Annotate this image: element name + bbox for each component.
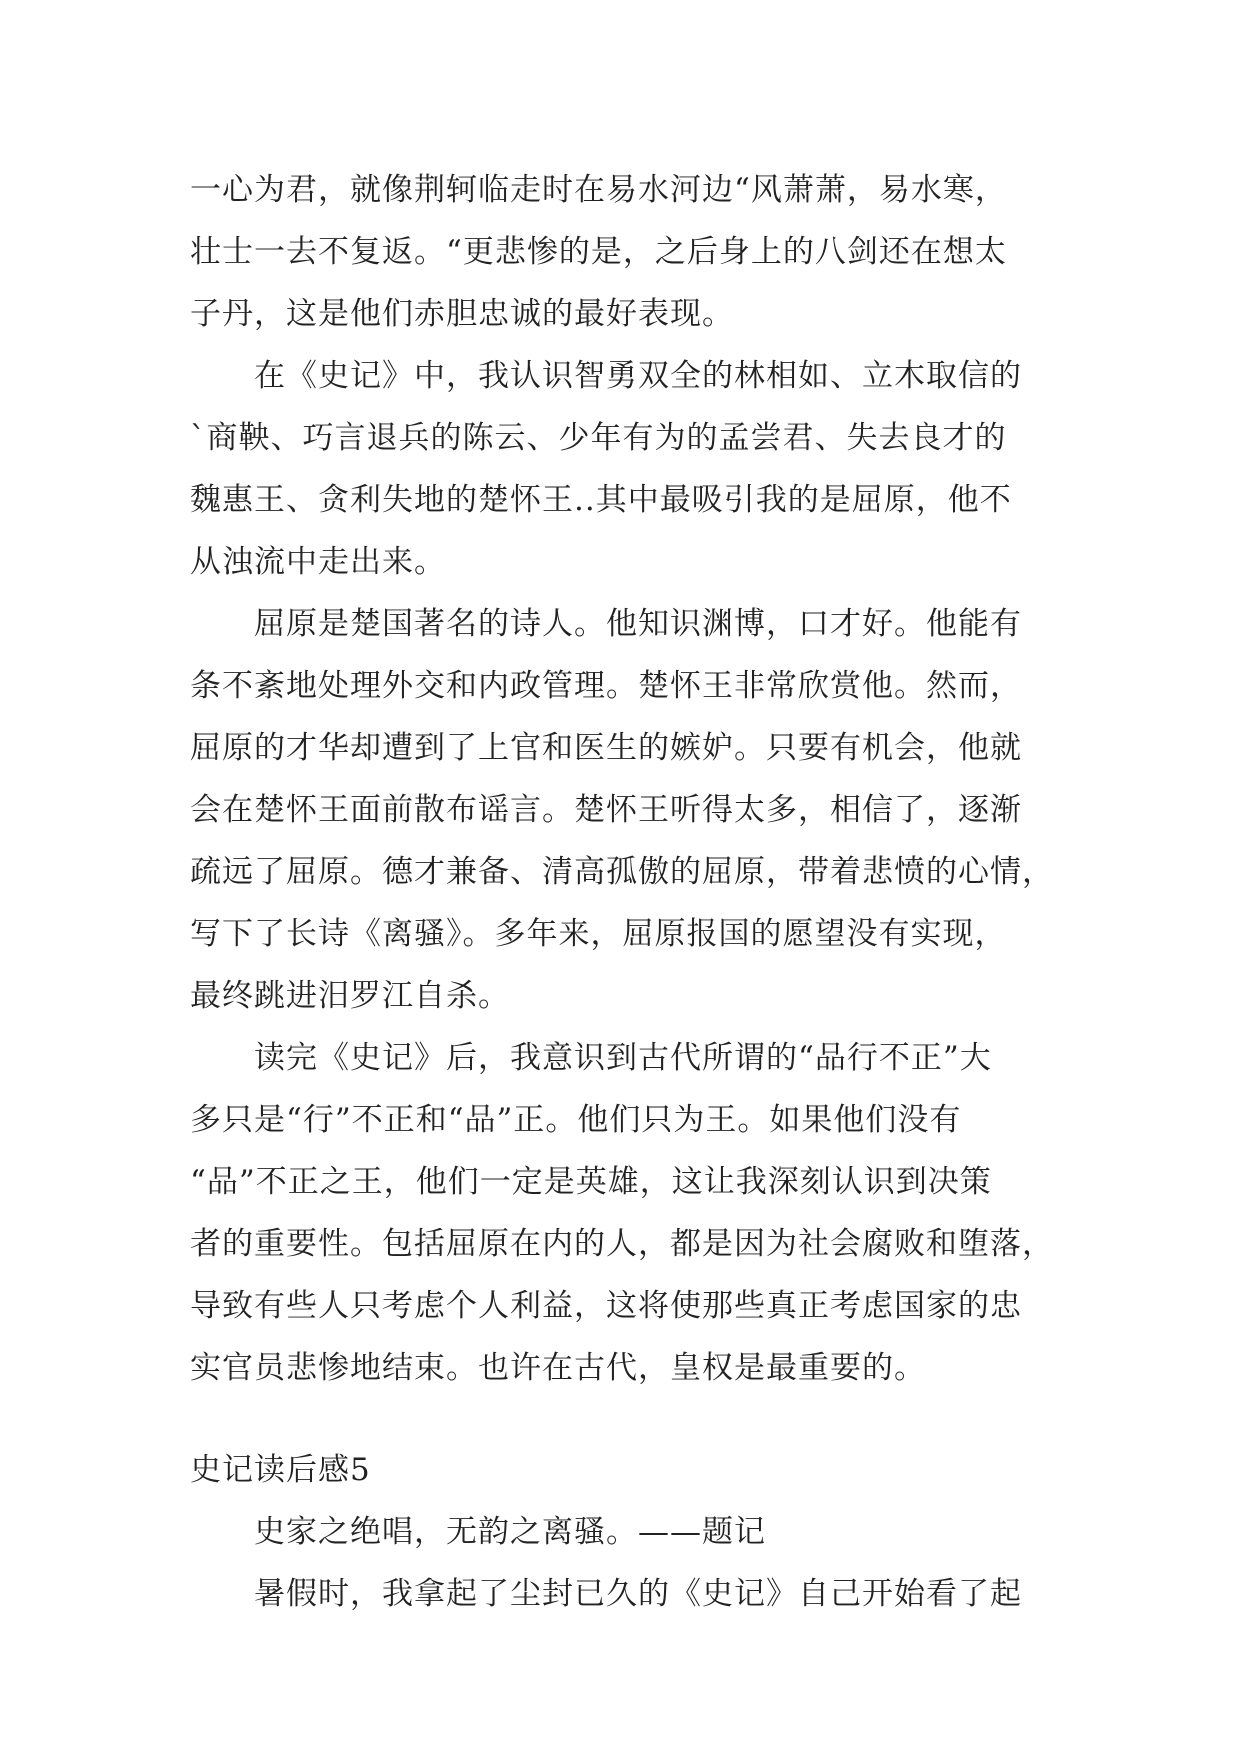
paragraph-4-line-5: 导致有些人只考虑个人利益，这将使那些真正考虑国家的忠 bbox=[190, 1288, 1022, 1324]
paragraph-4-line-3: “品”不正之王，他们一定是英雄，这让我深刻认识到决策 bbox=[190, 1164, 992, 1200]
paragraph-4-line-1: 读完《史记》后，我意识到古代所谓的“品行不正”大 bbox=[254, 1040, 992, 1076]
paragraph-3-line-5: 疏远了屈原。德才兼备、清高孤傲的屈原，带着悲愤的心情， bbox=[190, 854, 1054, 890]
paragraph-5-line-1: 暑假时，我拿起了尘封已久的《史记》自己开始看了起 bbox=[254, 1576, 1022, 1612]
paragraph-3-line-4: 会在楚怀王面前散布谣言。楚怀王听得太多，相信了，逐渐 bbox=[190, 792, 1022, 828]
section-title: 史记读后感5 bbox=[190, 1452, 371, 1488]
paragraph-4-line-4: 者的重要性。包括屈原在内的人，都是因为社会腐败和堕落， bbox=[190, 1226, 1054, 1262]
paragraph-3-line-6: 写下了长诗《离骚》。多年来，屈原报国的愿望没有实现， bbox=[190, 916, 1007, 952]
paragraph-1-line-1: 一心为君，就像荆轲临走时在易水河边“风萧萧，易水寒， bbox=[190, 172, 1007, 208]
paragraph-2-line-2: `商鞅、巧言退兵的陈云、少年有为的孟尝君、失去良才的 bbox=[190, 420, 1007, 456]
paragraph-3-line-3: 屈原的才华却遭到了上官和医生的嫉妒。只要有机会，他就 bbox=[190, 730, 1022, 766]
paragraph-1-line-3: 子丹，这是他们赤胆忠诚的最好表现。 bbox=[190, 296, 734, 332]
paragraph-2-line-1: 在《史记》中，我认识智勇双全的林相如、立木取信的 bbox=[254, 358, 1022, 394]
paragraph-2-line-3: 魏惠王、贪利失地的楚怀王..其中最吸引我的是屈原，他不 bbox=[190, 482, 1012, 518]
epigraph: 史家之绝唱，无韵之离骚。——题记 bbox=[254, 1514, 766, 1550]
paragraph-3-line-2: 条不紊地处理外交和内政管理。楚怀王非常欣赏他。然而， bbox=[190, 668, 1022, 704]
paragraph-4-line-2: 多只是“行”不正和“品”正。他们只为王。如果他们没有 bbox=[190, 1102, 962, 1138]
paragraph-3-line-1: 屈原是楚国著名的诗人。他知识渊博，口才好。他能有 bbox=[254, 606, 1022, 642]
paragraph-4-line-6: 实官员悲惨地结束。也许在古代，皇权是最重要的。 bbox=[190, 1350, 926, 1386]
paragraph-1-line-2: 壮士一去不复返。“更悲惨的是，之后身上的八剑还在想太 bbox=[190, 234, 1007, 270]
paragraph-3-line-7: 最终跳进汨罗江自杀。 bbox=[190, 978, 510, 1014]
paragraph-2-line-4: 从浊流中走出来。 bbox=[190, 544, 446, 580]
